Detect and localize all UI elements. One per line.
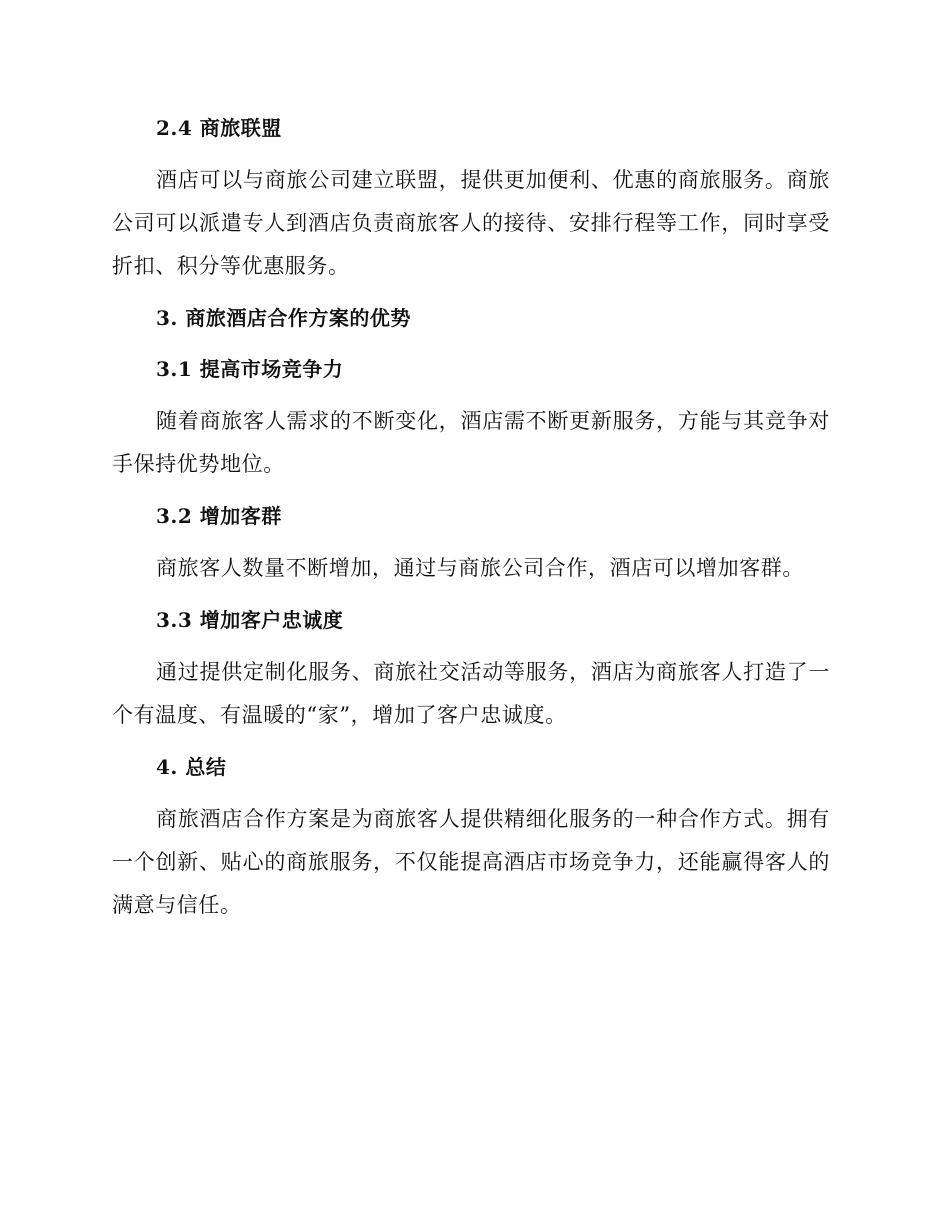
heading-4: 4. 总结 (156, 755, 227, 779)
paragraph-3-3: 通过提供定制化服务、商旅社交活动等服务，酒店为商旅客人打造了一个有温度、有温暖的“家”，增加了客户忠诚度。 (112, 660, 830, 727)
paragraph-3-1: 随着商旅客人需求的不断变化，酒店需不断更新服务，方能与其竞争对手保持优势地位。 (112, 409, 830, 476)
paragraph-3-2: 商旅客人数量不断增加，通过与商旅公司合作，酒店可以增加客群。 (156, 556, 804, 580)
heading-3: 3. 商旅酒店合作方案的优势 (156, 306, 411, 330)
heading-3-1: 3.1 提高市场竞争力 (156, 357, 344, 381)
paragraph-2-4: 酒店可以与商旅公司建立联盟，提供更加便利、优惠的商旅服务。商旅公司可以派遣专人到酒店负责商旅客人的接待、安排行程等工作，同时享受折扣、积分等优惠服务。 (112, 168, 830, 278)
heading-2-4: 2.4 商旅联盟 (156, 116, 282, 140)
paragraph-4: 商旅酒店合作方案是为商旅客人提供精细化服务的一种合作方式。拥有一个创新、贴心的商旅服务，不仅能提高酒店市场竞争力，还能赢得客人的满意与信任。 (112, 807, 830, 917)
heading-3-3: 3.3 增加客户忠诚度 (156, 608, 344, 632)
heading-3-2: 3.2 增加客群 (156, 504, 282, 528)
